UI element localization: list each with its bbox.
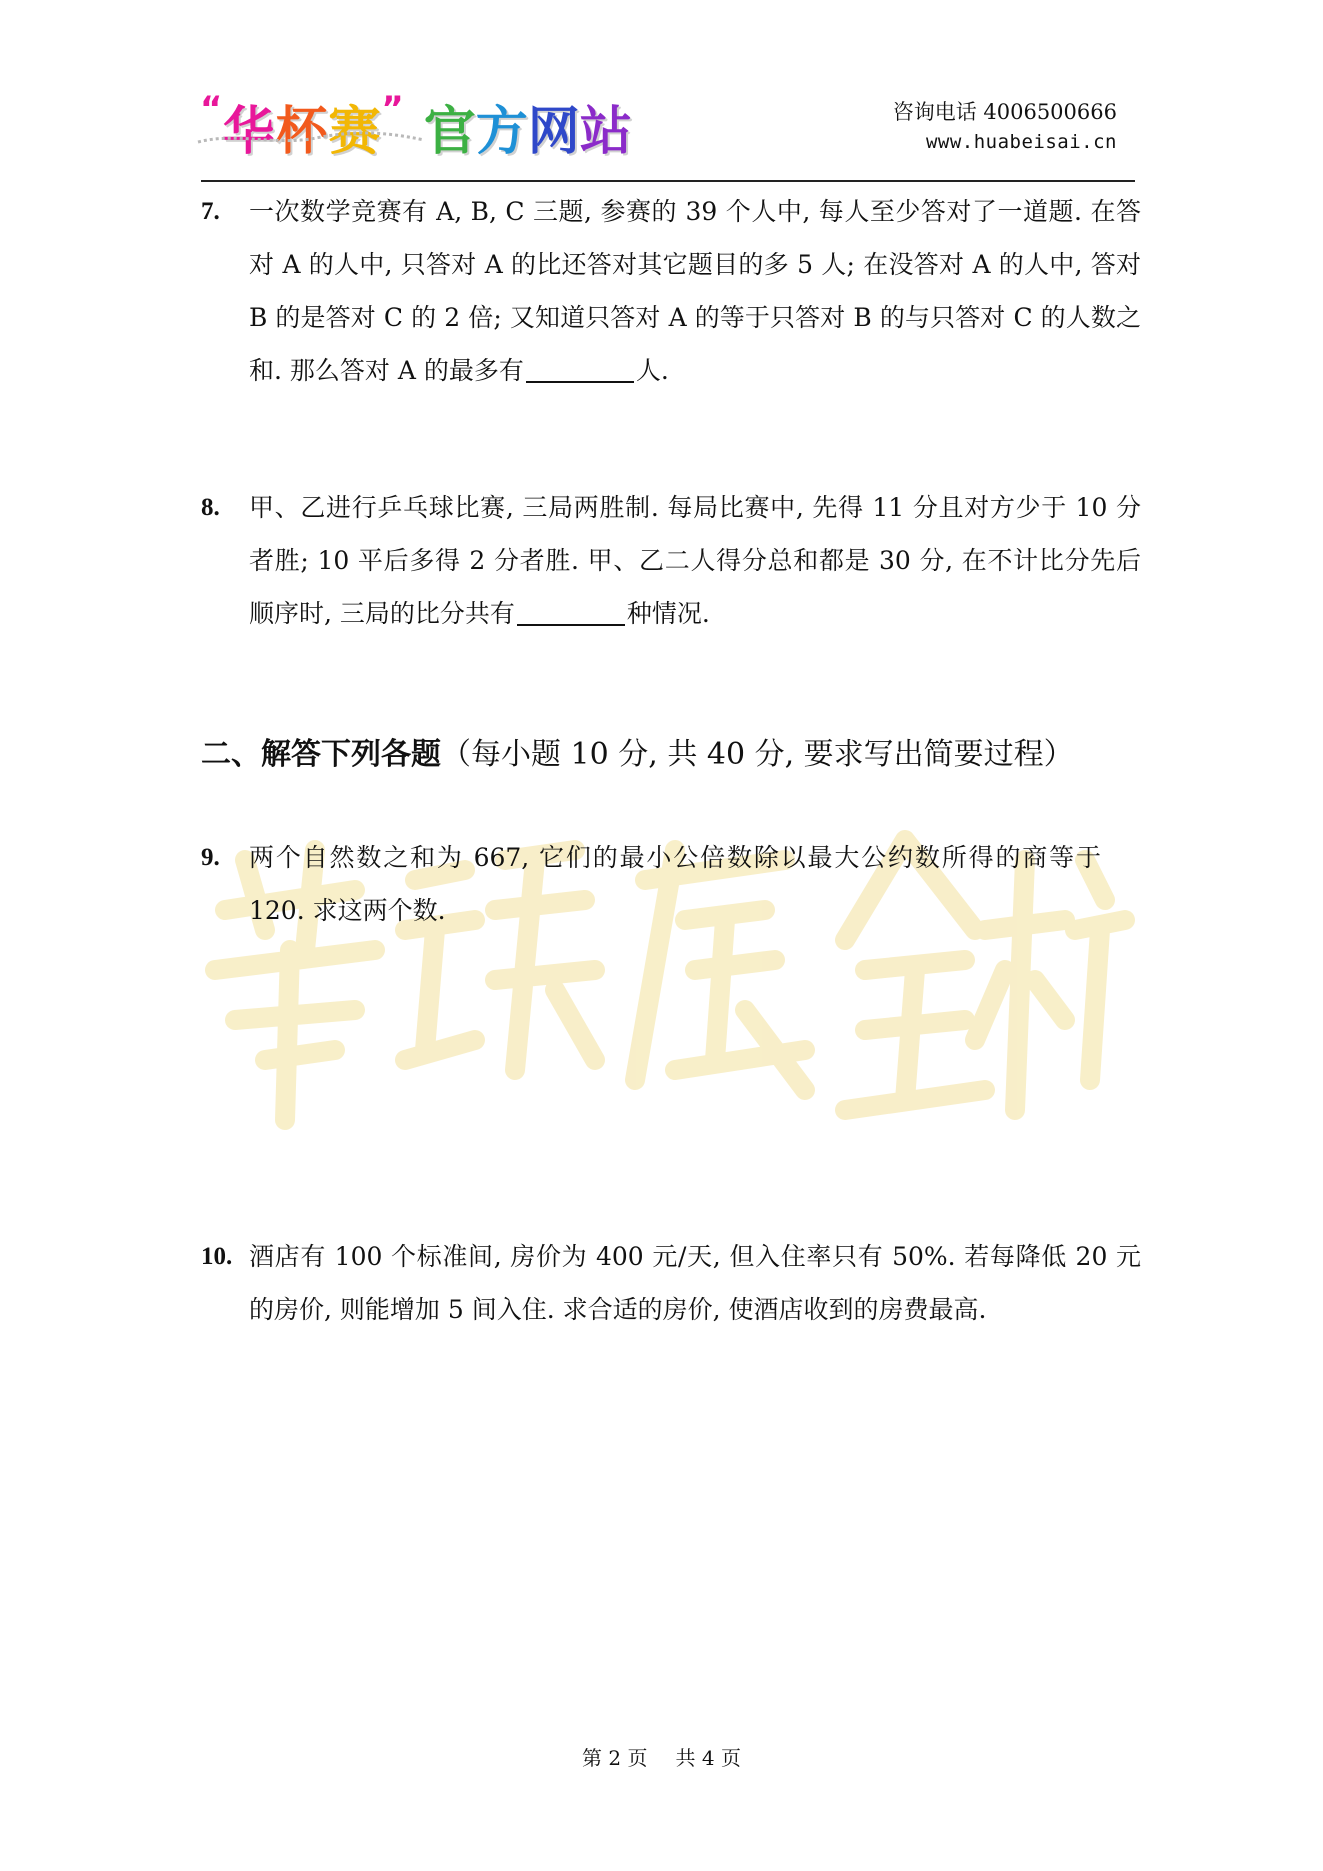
question-7	[201, 185, 1141, 397]
contact-info	[893, 97, 1117, 157]
logo-char: 华	[222, 102, 276, 162]
question-10	[201, 1230, 1141, 1336]
question-text	[249, 481, 1141, 640]
question-text	[249, 185, 1141, 397]
question-8	[201, 481, 1141, 640]
logo-sub-char: 官	[423, 102, 476, 162]
section-heading	[201, 733, 1074, 777]
logo-quote-open: “	[200, 89, 223, 129]
question-suffix: 种情况.	[626, 599, 710, 628]
website-link[interactable]: www.huabeisai.cn	[925, 131, 1117, 153]
section-title: 二、解答下列各题	[201, 737, 441, 772]
answer-blank[interactable]	[517, 598, 625, 626]
page-footer	[0, 1742, 1323, 1771]
question-suffix: 人.	[635, 356, 669, 385]
question-stem: 甲、乙进行乒乓球比赛, 三局两胜制. 每局比赛中, 先得 11 分且对方少于 10 分者胜; 10 平后多得 2 分者胜. 甲、乙二人得分总和都是 30 分, 在不计比分先后顺序时, 三局的比分共有	[249, 493, 1141, 628]
logo-subtitle	[423, 102, 632, 162]
page-number: 第 2 页	[582, 1746, 648, 1770]
logo-char: 杯	[275, 102, 329, 162]
logo-sub-char: 站	[579, 102, 632, 162]
question-text: 酒店有 100 个标准间, 房价为 400 元/天, 但入住率只有 50%. 若每降低 20 元的房价, 则能增加 5 间入住. 求合适的房价, 使酒店收到的房费最高.	[249, 1242, 1141, 1324]
contact-phone: 咨询电话 4006500666	[892, 100, 1117, 124]
logo-swoosh-icon	[196, 128, 426, 148]
question-number: 10.	[201, 1243, 233, 1270]
logo-quote-close: ”	[381, 89, 404, 129]
question-number: 8.	[201, 494, 220, 521]
answer-blank[interactable]	[526, 355, 634, 383]
question-number: 7.	[201, 198, 220, 225]
question-9	[201, 831, 1101, 937]
section-note: （每小题 10 分, 共 40 分, 要求写出简要过程）	[441, 737, 1074, 772]
question-number: 9.	[201, 844, 220, 871]
page-total: 共 4 页	[675, 1746, 741, 1770]
logo-sub-char: 网	[527, 102, 580, 162]
header-divider	[201, 180, 1135, 182]
question-stem: 一次数学竞赛有 A, B, C 三题, 参赛的 39 个人中, 每人至少答对了一道题. 在答对 A 的人中, 只答对 A 的比还答对其它题目的多 5 人; 在没答对 A 的人中, 答对 B 的是答对 C 的 2 倍; 又知道只答对 A 的等于只答对 B 的与只答对 C 的人数之和. 那么答对 A 的最多有	[249, 197, 1141, 385]
logo-sub-char: 方	[475, 102, 528, 162]
logo-char: 赛	[328, 102, 382, 162]
question-text: 两个自然数之和为 667, 它们的最小公倍数除以最大公约数所得的商等于 120. 求这两个数.	[249, 843, 1101, 925]
